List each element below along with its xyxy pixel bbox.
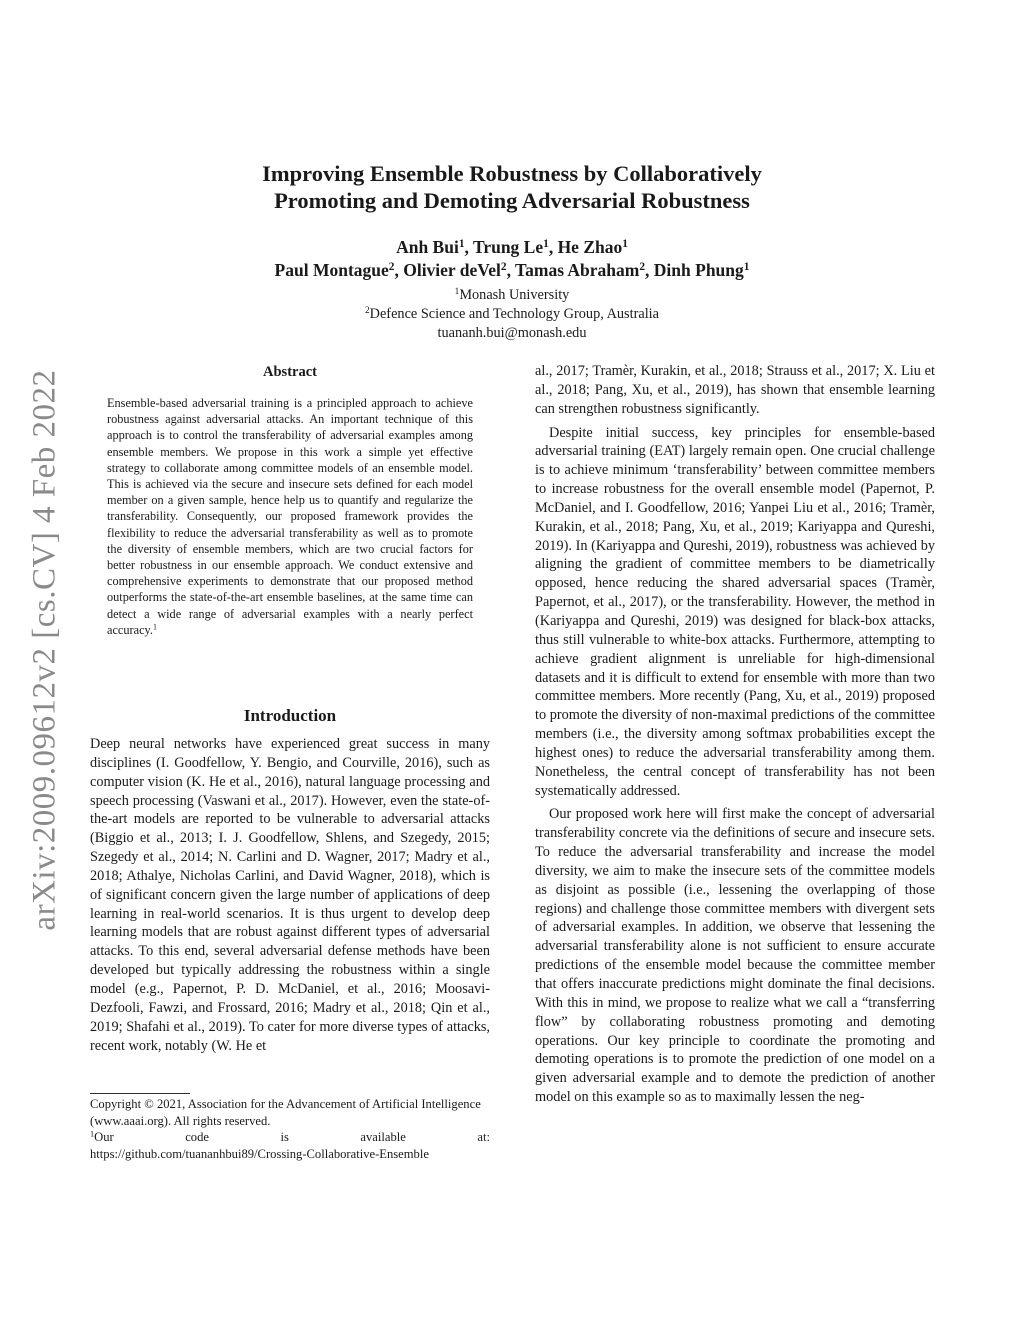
footnotes [90, 1096, 490, 1162]
affiliation-1 [112, 286, 912, 305]
author-affil-mark: 1 [543, 237, 549, 250]
author-name: He Zhao [557, 237, 623, 257]
abstract-heading: Abstract [263, 364, 317, 380]
author-name: Dinh Phung [653, 260, 744, 280]
introduction-paragraph-1: Deep neural networks have experienced great success in many disciplines (I. Goodfellow, Y. Bengio, and Courville, 2016), such as computer vision (K. He et al., 2016), natural language processing and speech processing (Vaswani et al., 2017). However, even the state-of-the-art models are reported to be vulnerable to adversarial attacks (Biggio et al., 2013; I. J. Goodfellow, Shlens, and Szegedy, 2015; Szegedy et al., 2014; N. Carlini and D. Wagner, 2017; Madry et al., 2018; Athalye, Nicholas Carlini, and David Wagner, 2018), which is of significant concern given the large number of applications of deep learning in real-world scenarios. It is thus urgent to develop deep learning models that are robust against different types of adversarial attacks. To this end, several adversarial defense methods have been developed but typically addressing the robustness within a single model (e.g., Papernot, P. D. McDaniel, et al., 2016; Moosavi-Dezfooli, Fawzi, and Frossard, 2016; Madry et al., 2018; Qin et al., 2019; Shafahi et al., 2019). To cater for more diverse types of attacks, recent work, notably (W. He et [90, 736, 490, 1054]
introduction-heading: Introduction [243, 706, 337, 725]
author-line-2: Paul Montague$^2$, Olivier deVel$^2$, Tamas Abraham$^2$, Dinh Phung$^1$ [274, 260, 750, 280]
copyright-notice: Copyright © 2021, Association for the Advancement of Artificial Intelligence (www.aaai.org). All rights reserved. [90, 1097, 481, 1128]
author-line-1: Anh Bui$^1$, Trung Le$^1$, He Zhao$^1$ [396, 237, 628, 257]
footnote-mark: 1 [152, 622, 157, 632]
affiliation-2 [112, 305, 912, 324]
author-list [112, 236, 912, 282]
author-affil-mark: 2 [500, 260, 507, 273]
affil-mark: 2 [365, 305, 370, 316]
author-affil-mark: 1 [622, 237, 628, 250]
author-affil-mark: 1 [458, 237, 465, 250]
right-column [535, 362, 935, 1107]
footnote-code-availability [90, 1129, 490, 1146]
footnote-word: available [360, 1130, 406, 1145]
contact-email: tuananh.bui@monash.edu [437, 325, 587, 341]
title-line-1: Improving Ensemble Robustness by Collaboratively [262, 161, 762, 186]
author-affil-mark: 2 [388, 260, 395, 273]
affiliation-name: Monash University [459, 287, 570, 303]
author-name: Trung Le [472, 237, 544, 257]
right-paragraph-3: Our proposed work here will first make the concept of adversarial transferability concrete via the definitions of secure and insecure sets. To reduce the adversarial transferability and increase the model diversity, we aim to make the insecure sets of the committee models as disjoint as possible (i.e., lessening the overlapping of those regions) and challenge those committee members with divergent sets of adversarial examples. In addition, we observe that lessening the adversarial transferability alone is not sufficient to ensure accurate predictions of the ensemble model because the committee member that offers inaccurate predictions might dominate the final decisions. With this in mind, we propose to realize what we call a “transferring flow” by collaborating robustness promoting and demoting operations. Our key principle to coordinate the promoting and demoting operations is to promote the prediction of one model on a given adversarial example and to demote the prediction of another model on this example so as to maximally lessen the neg- [535, 806, 935, 1106]
title-line-2: Promoting and Demoting Adversarial Robustness [274, 188, 750, 213]
author-affil-mark: 2 [639, 260, 646, 273]
affil-mark: 1 [454, 286, 460, 297]
arxiv-identifier-stamp: arXiv:2009.09612v2 [cs.CV] 4 Feb 2022 [26, 369, 63, 931]
abstract-body [107, 395, 473, 638]
author-affil-mark: 1 [743, 260, 750, 273]
footnote-word: is [280, 1130, 289, 1145]
author-name: Tamas Abraham [515, 260, 640, 280]
footnote-word: code [185, 1130, 209, 1145]
author-name: Olivier deVel [403, 260, 501, 280]
author-name: Anh Bui [396, 237, 459, 257]
footnote-word [90, 1129, 114, 1146]
footnote-mark: 1 [90, 1129, 95, 1139]
footnote-word: at: [477, 1130, 490, 1145]
affiliation-name: Defence Science and Technology Group, Australia [369, 306, 659, 322]
author-name: Paul Montague [274, 260, 389, 280]
footnote-divider [90, 1093, 190, 1094]
right-paragraph-continued: al., 2017; Tramèr, Kurakin, et al., 2018; Strauss et al., 2017; X. Liu et al., 2018; Pang, Xu, et al., 2019), has shown that ensemble learning can strengthen robustness significantly. [535, 363, 935, 417]
paper-title [112, 160, 912, 214]
affiliations [112, 286, 912, 343]
abstract-text: Ensemble-based adversarial training is a principled approach to achieve robustness against adversarial attacks. An important technique of this approach is to control the transferability of adversarial examples among ensemble members. We propose in this work a simple yet effective strategy to collaborate among committee models of an ensemble model. This is achieved via the secure and insecure sets defined for each model member on a given sample, hence help us to quantify and regularize the transferability. Consequently, our proposed framework provides the flexibility to reduce the adversarial transferability as well as to promote the diversity of ensemble members, which are two crucial factors for better robustness in our ensemble approach. We conduct extensive and comprehensive experiments to demonstrate that our proposed method outperforms the state-of-the-art ensemble baselines, at the same time can detect a wide range of adversarial examples with a nearly perfect accuracy. [107, 396, 473, 637]
right-paragraph-2: Despite initial success, key principles for ensemble-based adversarial training (EAT) largely remain open. One crucial challenge is to achieve minimum ‘transferability’ between committee members to increase robustness for the overall ensemble model (Papernot, P. McDaniel, and I. Goodfellow, 2016; Yanpei Liu et al., 2016; Tramèr, Kurakin, et al., 2018; Pang, Xu, et al., 2019; Kariyappa and Qureshi, 2019). In (Kariyappa and Qureshi, 2019), robustness was achieved by aligning the gradient of committee members to be diametrically opposed, hence reducing the shared adversarial spaces (Tramèr, Papernot, et al., 2017), or the transferability. However, the method in (Kariyappa and Qureshi, 2019) was designed for black-box attacks, thus still vulnerable to white-box attacks. Furthermore, attempting to achieve gradient alignment is unreliable for high-dimensional datasets and it is difficult to extend for ensemble with more than two committee members. More recently (Pang, Xu, et al., 2019) proposed to promote the diversity of non-maximal predictions of the committee members (i.e., the diversity among softmax probabilities except the highest ones) to reduce the adversarial transferability among them. Nonetheless, the central concept of transferability has not been systematically addressed. [535, 424, 935, 799]
code-repository-url[interactable]: https://github.com/tuananhbui89/Crossing-Collaborative-Ensemble [90, 1146, 429, 1161]
footnote-word-text: Our [94, 1130, 114, 1145]
